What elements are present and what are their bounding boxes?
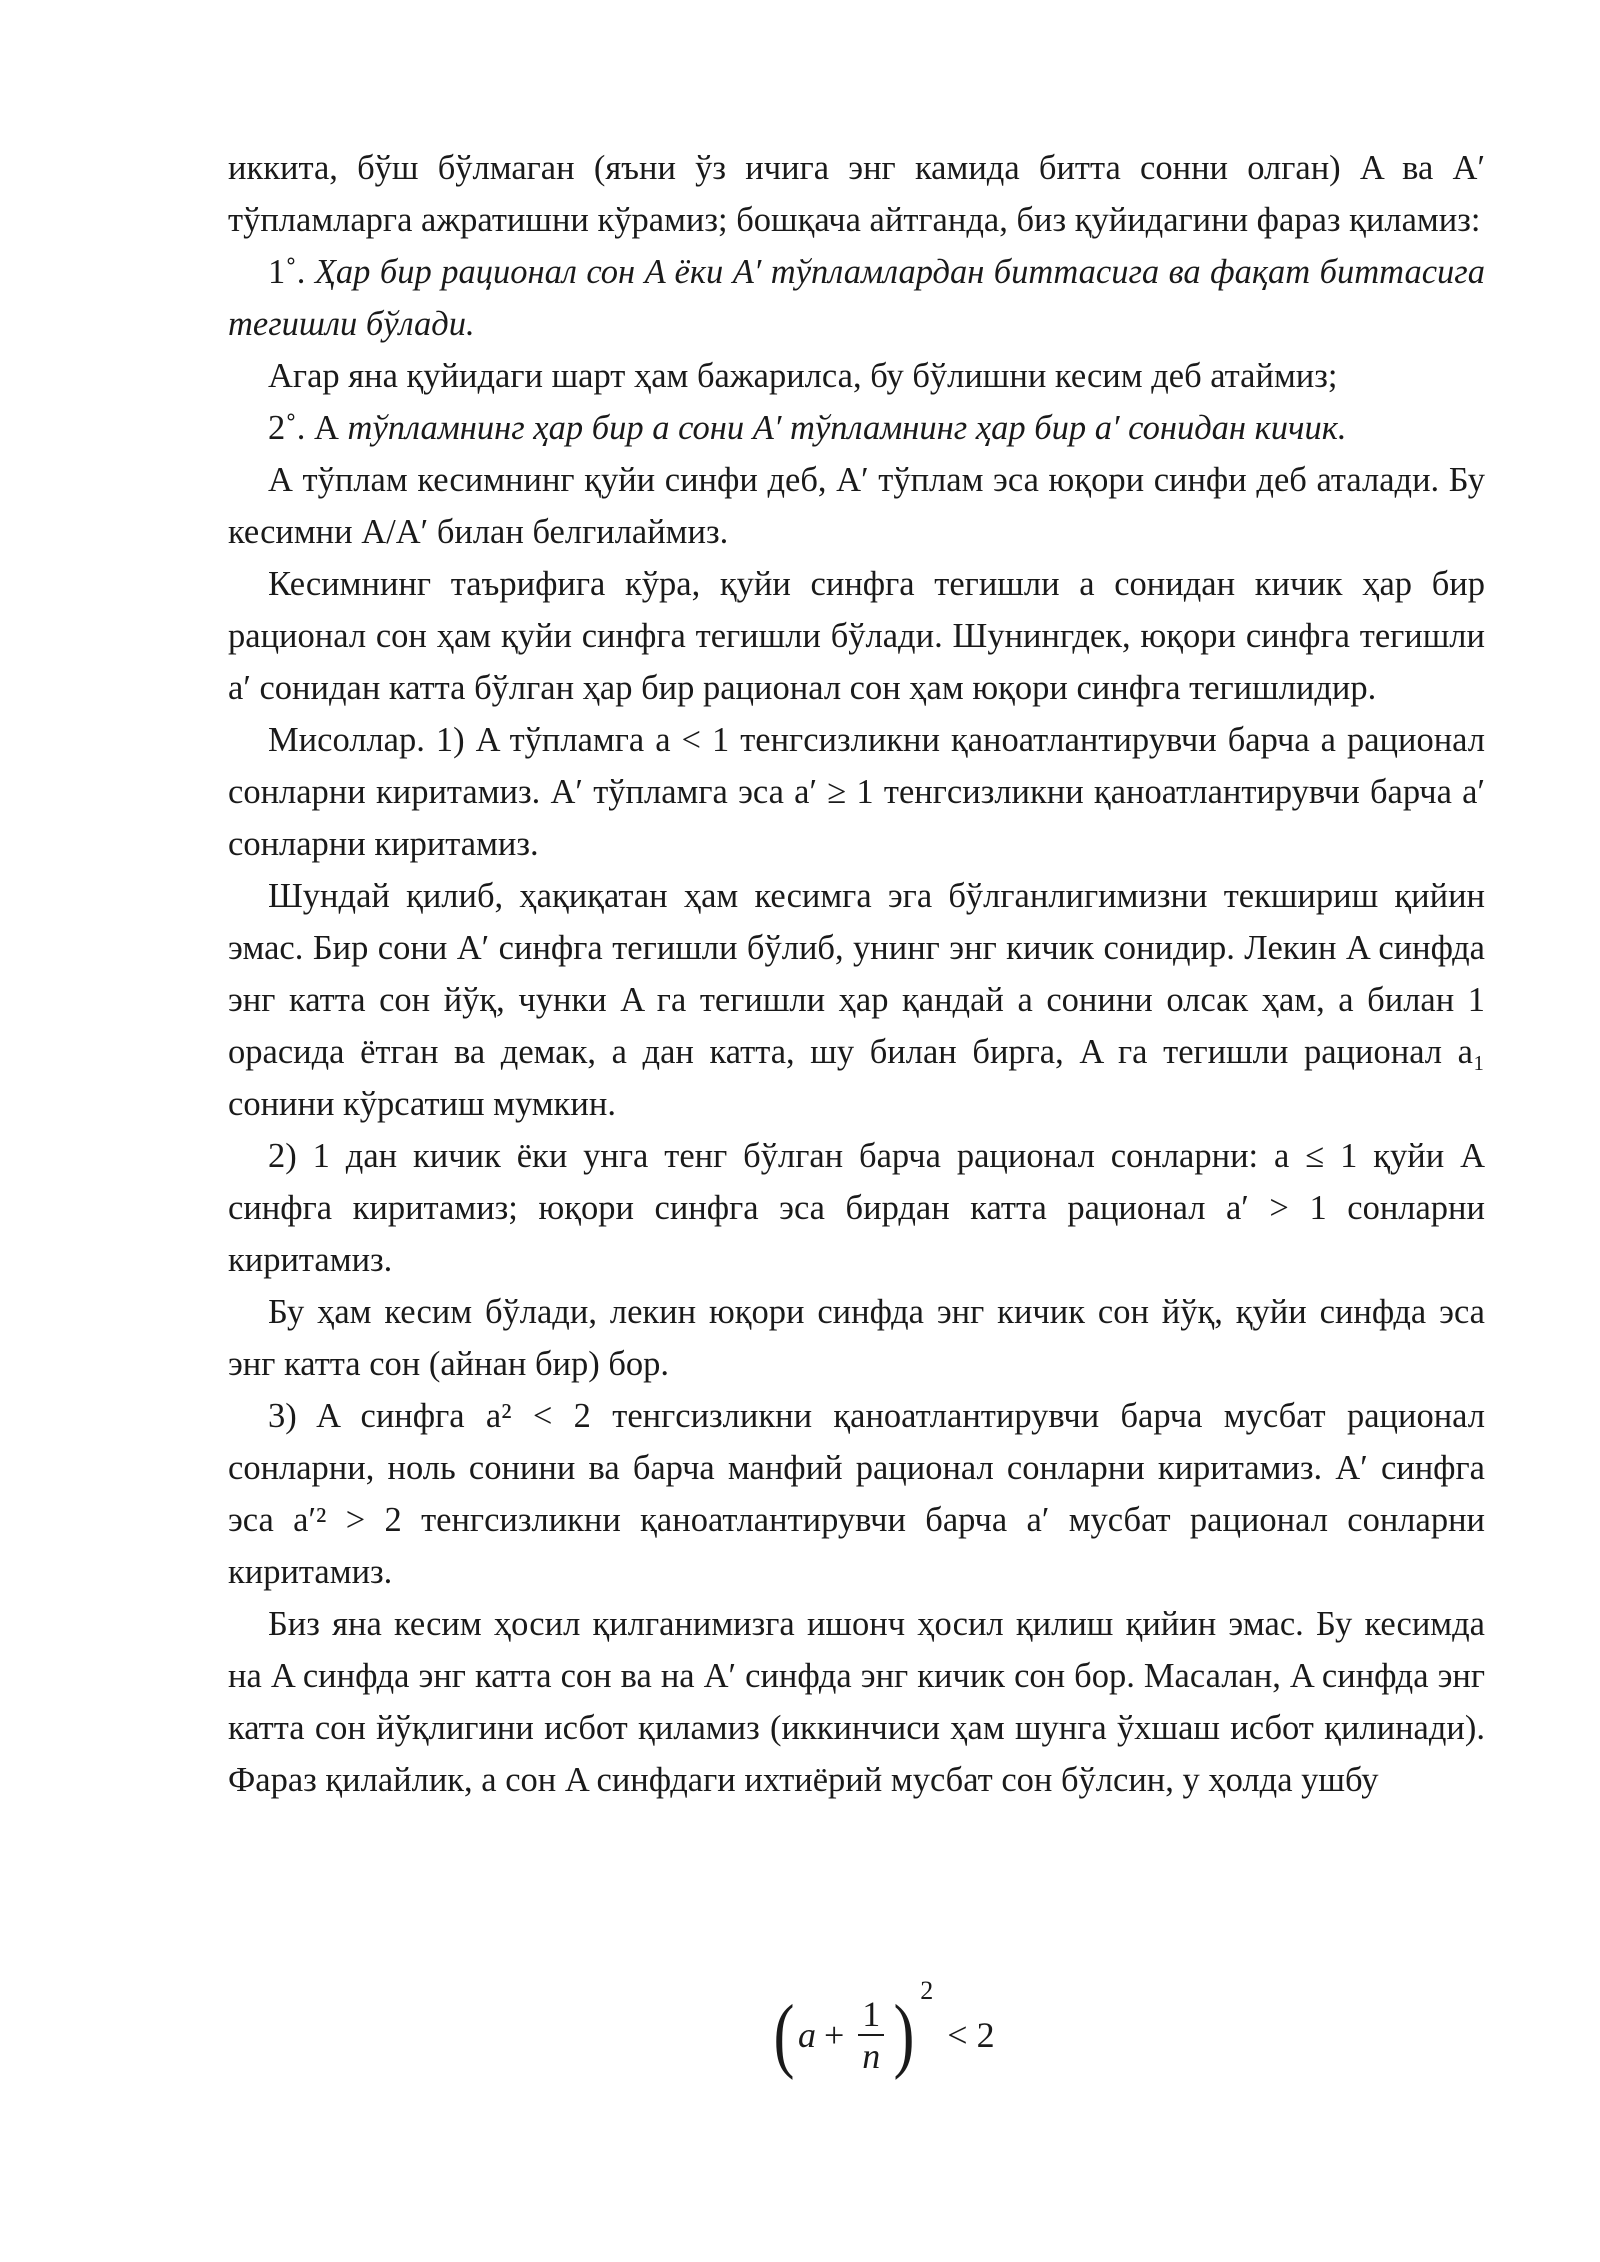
document-body — [228, 142, 1485, 1806]
formula-fraction — [858, 1994, 884, 2076]
paragraph-condition-1 — [228, 246, 1485, 350]
condition-number: 2˚. А — [268, 409, 348, 447]
formula-close-paren: ) — [893, 1988, 915, 2081]
condition-number: 1˚. — [268, 253, 315, 291]
display-formula — [770, 1970, 995, 2100]
paragraph-1: иккита, бўш бўлмаган (яъни ўз ичига энг камида битта сонни олган) A ва A′ тўпламларга ажратишни кўрамиз; бошқача айтганда, биз қуйидагини фараз қиламиз: — [228, 149, 1485, 239]
paragraph-example-3: 3) A синфга a² < 2 тенгсизликни қаноатлантирувчи барча мусбат рационал сонларни, ноль сонини ва барча манфий рационал сонларни киритамиз. A′ синфга эса a′² > 2 тенгсизликни қаноатлантирувчи барча a′ мусбат рационал сонларни киритамиз. — [228, 1397, 1485, 1591]
paragraph-3: Агар яна қуйидаги шарт ҳам бажарилса, бу бўлишни кесим деб атаймиз; — [268, 357, 1338, 395]
formula-relation: < 2 — [947, 2015, 995, 2055]
condition-text: тўпламнинг ҳар бир a сони A′ тўпламнинг ҳар бир a′ сонидан кичик. — [347, 409, 1347, 447]
paragraph-10: Бу ҳам кесим бўлади, лекин юқори синфда энг кичик сон йўқ, қуйи синфда эса энг катта сон (айнан бир) бор. — [228, 1293, 1485, 1383]
paragraph-6: Кесимнинг таърифига кўра, қуйи синфга тегишли a сонидан кичик ҳар бир рационал сон ҳам қуйи синфга тегишли бўлади. Шунингдек, юқори синфга тегишли a′ сонидан катта бўлган ҳар бир рационал сон ҳам юқори синфга тегишлидир. — [228, 565, 1485, 707]
paragraph-8: Шундай қилиб, ҳақиқатан ҳам кесимга эга бўлганлигимизни текшириш қийин эмас. Бир сони A′ синфга тегишли бўлиб, унинг энг кичик сонидир. Лекин A синфда энг катта сон йўқ, чунки A га тегишли ҳар қандай a сонини олсак ҳам, a билан 1 орасида ётган ва демак, a дан катта, шу билан бирга, A га тегишли рационал a₁ сонини кўрсатиш мумкин. — [228, 877, 1485, 1123]
paragraph-12: Биз яна кесим ҳосил қилганимизга ишонч ҳосил қилиш қийин эмас. Бу кесимда на A синфда энг катта сон ва на A′ синфда энг кичик сон бор. Масалан, A синфда энг катта сон йўқлигини исбот қиламиз (иккинчиси ҳам шунга ўхшаш исбот қилинади). Фараз қилайлик, a сон A синфдаги ихтиёрий мусбат сон бўлсин, у ҳолда ушбу — [228, 1605, 1485, 1799]
paragraph-example-2: 2) 1 дан кичик ёки унга тенг бўлган барча рационал сонларни: a ≤ 1 қуйи A синфга киритамиз; юқори синфга эса бирдан катта рационал a′ > 1 сонларни киритамиз. — [228, 1137, 1485, 1279]
paragraph-condition-2 — [228, 402, 1485, 454]
condition-text: Ҳар бир рационал сон A ёки A′ тўпламлардан биттасига ва фақат биттасига тегишли бўлади. — [228, 253, 1485, 343]
formula-exponent: 2 — [920, 1976, 934, 2005]
formula-plus: + — [823, 2015, 845, 2055]
fraction-numerator: 1 — [862, 1994, 881, 2034]
formula-variable-a: a — [797, 2015, 816, 2055]
paragraph-5: А тўплам кесимнинг қуйи синфи деб, A′ тўплам эса юқори синфи деб аталади. Бу кесимни A/A′ билан белгилаймиз. — [228, 461, 1485, 551]
formula-open-paren: ( — [773, 1988, 795, 2081]
fraction-denominator: n — [862, 2036, 881, 2076]
paragraph-examples-1: Мисоллар. 1) A тўпламга a < 1 тенгсизликни қаноатлантирувчи барча a рационал сонларни киритамиз. A′ тўпламга эса a′ ≥ 1 тенгсизликни қаноатлантирувчи барча a′ сонларни киритамиз. — [228, 721, 1485, 863]
